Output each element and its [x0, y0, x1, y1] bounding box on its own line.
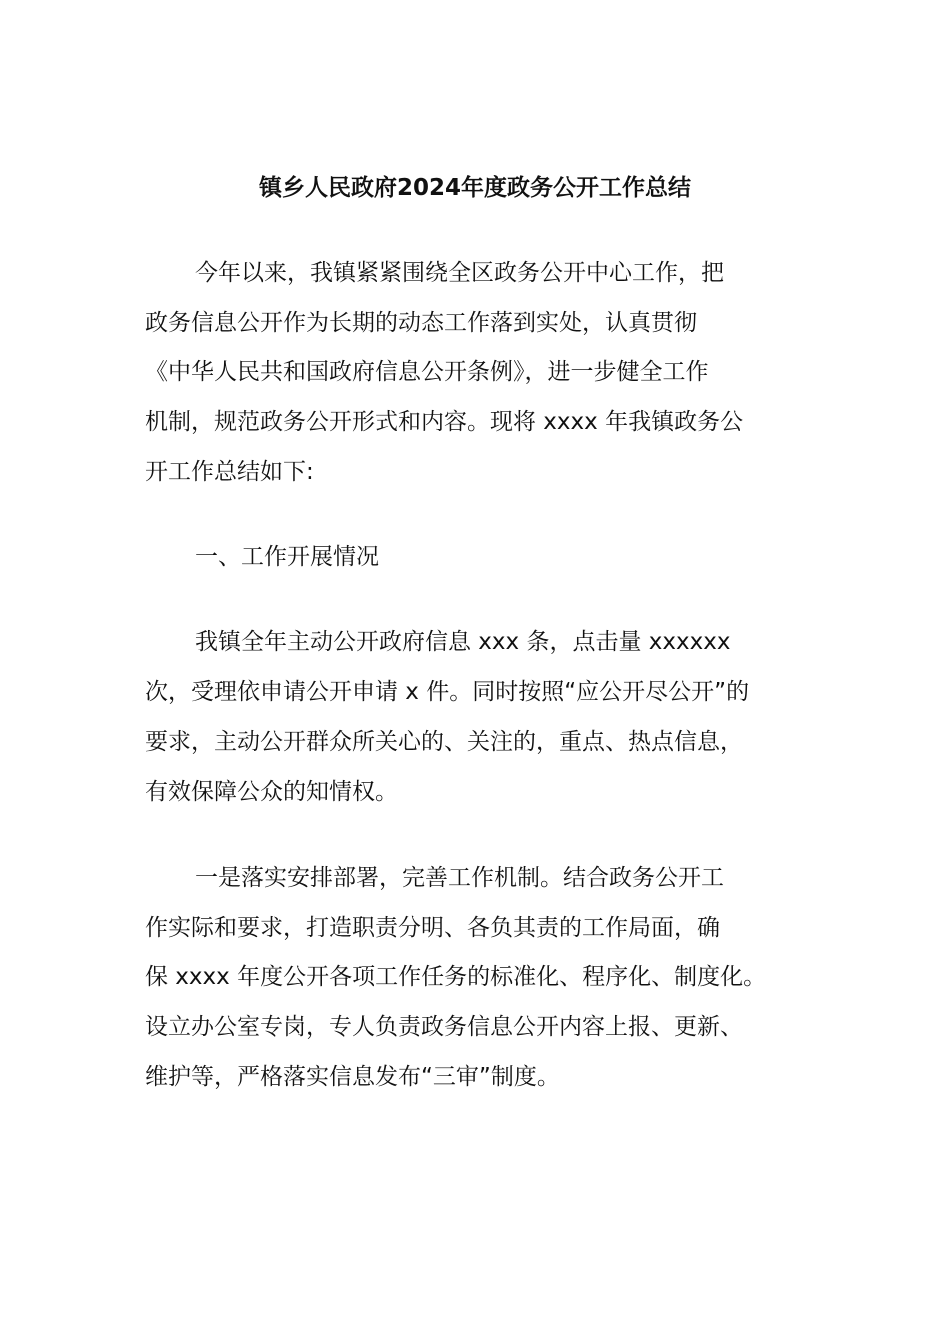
paragraph-line: 保 xxxx 年度公开各项工作任务的标准化、程序化、制度化。	[145, 964, 767, 990]
section-heading-text: 一、工作开展情况	[195, 544, 379, 570]
paragraph-line: 我镇全年主动公开政府信息 xxx 条，点击量 xxxxxx	[195, 629, 731, 655]
paragraph-line: 一是落实安排部署，完善工作机制。结合政务公开工	[195, 865, 724, 891]
paragraph-line: 机制，规范政务公开形式和内容。现将 xxxx 年我镇政务公	[145, 409, 744, 435]
paragraph-line: 设立办公室专岗，专人负责政务信息公开内容上报、更新、	[145, 1014, 743, 1040]
paragraph-line: 《中华人民共和国政府信息公开条例》，进一步健全工作	[145, 359, 709, 385]
document-title: 镇乡人民政府2024年度政务公开工作总结	[258, 175, 691, 201]
paragraph-line: 政务信息公开作为长期的动态工作落到实处，认真贯彻	[145, 310, 697, 336]
paragraph-line: 要求，主动公开群众所关心的、关注的，重点、热点信息，	[145, 729, 743, 755]
paragraph-line: 开工作总结如下:	[145, 459, 314, 485]
paragraph-line: 有效保障公众的知情权。	[145, 779, 398, 805]
paragraph-line: 次，受理依申请公开申请 x 件。同时按照“应公开尽公开”的	[145, 679, 750, 705]
paragraph-line: 今年以来，我镇紧紧围绕全区政务公开中心工作，把	[195, 260, 724, 286]
paragraph-line: 作实际和要求，打造职责分明、各负其责的工作局面，确	[145, 915, 720, 941]
paragraph-line: 维护等，严格落实信息发布“三审”制度。	[145, 1064, 560, 1090]
